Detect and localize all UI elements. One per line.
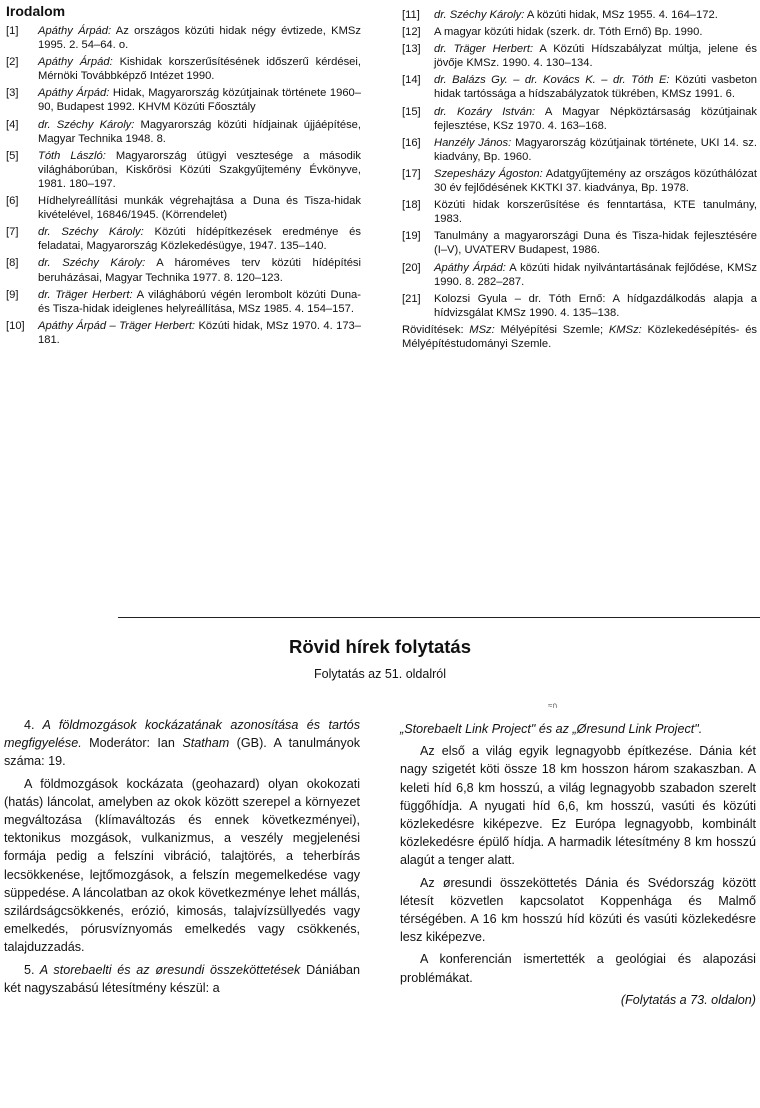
reference-author: Apáthy Árpád – Träger Herbert:	[38, 319, 196, 332]
reference-body	[38, 149, 361, 191]
reference-body	[434, 229, 757, 257]
reference-item	[402, 136, 757, 164]
reference-item	[6, 319, 361, 347]
reference-item	[402, 105, 757, 133]
reference-text: Adatgyűjtemény az országos közúthálózat 30 év fejlődésének KKTKI 37. kiadványa, Bp. 1978.	[434, 167, 757, 195]
reference-number: [2]	[6, 56, 19, 69]
reference-body	[434, 167, 757, 195]
section-divider	[118, 617, 760, 618]
news-left-column	[4, 716, 360, 1001]
reference-author: dr. Széchy Károly:	[38, 118, 135, 131]
news-paragraph-4	[4, 716, 360, 771]
reference-author: dr. Széchy Károly:	[38, 226, 144, 239]
continued-note: (Folytatás a 73. oldalon)	[620, 992, 756, 1007]
reference-number: [14]	[402, 74, 421, 87]
reference-text: A Magyar Népköztársaság közútjainak fejlesztése, KSz 1970. 4. 163–168.	[434, 105, 757, 132]
reference-item	[402, 167, 757, 195]
reference-text: Tanulmány a magyarországi Duna és Tisza-hidak fejlesztésére (I–V), UVATERV Budapest, 1986.	[434, 230, 757, 257]
reference-item	[6, 118, 361, 146]
item-title: A storebaelti és az øresundi összeköttetések	[34, 962, 301, 977]
reference-author: Apáthy Árpád:	[38, 87, 110, 100]
reference-body	[38, 55, 361, 83]
reference-text: A Közúti Hídszabályzat múltja, jelene és jövője KMSz. 1990. 4. 130–134.	[434, 43, 757, 70]
news-right-column	[400, 720, 756, 1009]
reference-body	[434, 292, 757, 320]
reference-item	[6, 288, 361, 316]
reference-author: dr. Kozáry István:	[434, 105, 536, 118]
reference-item	[6, 149, 361, 191]
reference-body	[434, 261, 757, 289]
reference-text: Kolozsi Gyula – dr. Tóth Ernő: A hídgazdálkodás alapja a hídvizsgálat KMSz 1990. 4. 135–138.	[434, 292, 757, 319]
references-right-column	[402, 8, 757, 351]
reference-item	[402, 198, 757, 226]
reference-text: A világháború végén lerombolt közúti Duna- és Tisza-hidak ideiglenes helyreállítása, MSz 1985. 4. 154–157.	[38, 288, 361, 315]
reference-author: Apáthy Árpád:	[434, 261, 506, 274]
reference-number: [5]	[6, 149, 19, 162]
reference-number: [13]	[402, 43, 421, 56]
reference-text: A magyar közúti hidak (szerk. dr. Tóth Ernő) Bp. 1990.	[434, 26, 703, 39]
item-title: A földmozgások kockázatának azonosítása és tartós megfigyelése.	[4, 718, 360, 751]
reference-body	[38, 118, 361, 146]
reference-number: [8]	[6, 257, 19, 270]
reference-text: Hidak, Magyarország közútjainak története 1960–90, Budapest 1992. KHVM Közúti Főosztály	[38, 87, 361, 114]
reference-body	[38, 24, 361, 52]
reference-item	[6, 55, 361, 83]
reference-body	[434, 8, 757, 22]
reference-author: Tóth László:	[38, 149, 106, 162]
project-names: „Storebaelt Link Project" és az „Øresund Link Project".	[400, 722, 703, 736]
reference-text: A közúti hidak, MSz 1955. 4. 164–172.	[524, 9, 718, 21]
reference-body	[38, 256, 361, 284]
reference-text: A közúti hidak nyilvántartásának fejlődése, KMSz 1990. 8. 282–287.	[434, 261, 757, 288]
reference-number: [10]	[6, 319, 25, 332]
abbreviation-kmsz-text: Közlekedésépítés- és Mélyépítéstudományi Szemle.	[402, 323, 758, 350]
news-paragraph-conference: A konferencián ismertették a geológiai és alapozási problémákat.	[400, 952, 756, 985]
news-paragraph-storebaelt: Az első a világ egyik legnagyobb építkezése. Dánia két nagy szigetét köti össze 18 km hosszon három szakaszban. A keleti híd 6,8 km hosszú, a világ legnagyobb szabadon szerelt függőhídja. A nyugati híd 6,6, km hosszú, vasúti és közúti közlekedésre kiképezve. Ez Európa legnagyobb, kombinált közlekedésre épülő hídja. A harmadik létesítmény 8 km hosszú alagút a tenger alatt.	[400, 744, 756, 868]
abbreviation-msz: MSz:	[469, 323, 495, 336]
reference-number: [4]	[6, 118, 19, 131]
reference-body	[434, 198, 757, 226]
abbreviation-msz-text: Mélyépítési Szemle;	[494, 323, 604, 336]
reference-author: Apáthy Árpád:	[38, 56, 113, 69]
references-heading: Irodalom	[6, 3, 66, 19]
reference-item	[6, 225, 361, 253]
reference-number: [15]	[402, 105, 421, 118]
reference-author: Hanzély János:	[434, 136, 512, 149]
reference-body	[38, 86, 361, 114]
reference-number: [9]	[6, 288, 19, 301]
reference-number: [7]	[6, 226, 19, 239]
reference-body	[434, 42, 757, 70]
abbreviations-label: Rövidítések:	[402, 323, 464, 336]
reference-body	[434, 105, 757, 133]
reference-text: Az országos közúti hidak négy évtizede, KMSz 1995. 2. 54–64. o.	[38, 25, 361, 52]
reference-item	[402, 229, 757, 257]
news-paragraph-5	[4, 961, 360, 997]
reference-body	[434, 73, 757, 101]
news-paragraph-projects	[400, 720, 756, 738]
reference-text: Közúti hidak, MSz 1970. 4. 173–181.	[38, 319, 361, 346]
reference-text: Közúti vasbeton hidak tartóssága a hídszabályzatok tükrében, KMSz 1991. 6.	[434, 74, 758, 101]
reference-item	[6, 256, 361, 284]
reference-text: Közúti hidak korszerűsítése és fenntartása, KTE tanulmány, 1983.	[434, 199, 757, 226]
reference-item	[6, 194, 361, 222]
reference-text: Közúti hídépítkezések eredménye és feladatai, Magyarország Közlekedésügye, 1947. 135–140.	[38, 226, 361, 253]
item-text: (GB). A tanulmányok száma: 19.	[4, 736, 361, 769]
reference-number: [12]	[402, 26, 421, 39]
reference-item	[402, 42, 757, 70]
reference-author: Apáthy Árpád:	[38, 25, 112, 37]
news-subtitle: Folytatás az 51. oldalról	[313, 667, 446, 681]
scan-mark: ≈ก	[548, 701, 558, 710]
reference-number: [19]	[402, 230, 421, 243]
reference-number: [11]	[402, 9, 420, 21]
abbreviation-kmsz: KMSz:	[608, 323, 642, 336]
reference-number: [6]	[6, 195, 19, 208]
reference-number: [20]	[402, 261, 421, 274]
reference-text: Magyarország közútjainak története, UKI 14. sz. kiadvány, Bp. 1960.	[434, 136, 757, 163]
reference-number: [3]	[6, 87, 19, 100]
reference-author: dr. Széchy Károly:	[38, 257, 146, 270]
reference-body	[434, 25, 757, 39]
reference-author: dr. Balázs Gy. – dr. Kovács K. – dr. Tóth E:	[434, 74, 670, 87]
abbreviations	[402, 323, 757, 351]
reference-number: [16]	[402, 136, 421, 149]
reference-body	[434, 136, 757, 164]
reference-text: Magyarország közúti hídjainak újjáépítése, Magyar Technika 1948. 8.	[38, 118, 361, 145]
reference-number: [17]	[402, 167, 421, 180]
news-title: Rövid hírek folytatás	[289, 636, 471, 657]
reference-item	[402, 73, 757, 101]
references-left-column	[6, 24, 361, 350]
reference-text: Kishidak korszerűsítésének időszerű kérdései, Mérnöki Továbbképző Intézet 1990.	[38, 56, 361, 83]
reference-author: dr. Träger Herbert:	[38, 288, 133, 301]
reference-number: [21]	[402, 292, 421, 305]
item-text: Moderátor: Ian	[81, 736, 183, 751]
reference-item	[402, 292, 757, 320]
news-paragraph-oresund: Az øresundi összeköttetés Dánia és Svédország között létesít közvetlen kapcsolatot Koppenhága és Malmő térségében. A 16 km hosszú híd közúti és vasúti közlekedésre lesz kiképezve.	[400, 875, 756, 945]
reference-item	[402, 261, 757, 289]
reference-text: A hároméves terv közúti hídépítési beruházásai, Magyar Technika 1977. 8. 120–123.	[38, 257, 361, 284]
reference-body	[38, 194, 361, 222]
reference-body	[38, 288, 361, 316]
reference-item	[6, 86, 361, 114]
reference-body	[38, 319, 361, 347]
reference-text: Hídhelyreállítási munkák végrehajtása a Duna és Tisza-hidak kivételével, 16846/1945. (Körrendelet)	[38, 195, 361, 222]
reference-number: [18]	[402, 199, 421, 212]
item-text: Dániában két nagyszabású létesítmény készül: a	[4, 962, 361, 995]
reference-item	[402, 25, 757, 39]
news-paragraph-geohazard: A földmozgások kockázata (geohazard) olyan okokozati (hatás) láncolat, amelyben az okok között szerepel a környezet megváltozása (klímaváltozás és ennek következményei), tektonikus mozgások, vulkanizmus, a veszély megjelenési formája pedig a felszíni vibráció, talajtörés, a teherbírás lecsökkenése, lejtőmozgások, a felszín megemelkedése vagy süppedése. A láncolatban az okok következménye lehet mállás, szilárdságcsökkenés, erózió, kimosás, talajvízsüllyedés vagy emelkedés, pórusvíznyomás emelkedés vagy csökkenés, talajduzzadás.	[4, 776, 360, 955]
item-number: 4.	[24, 718, 35, 732]
item-number: 5.	[24, 962, 35, 977]
moderator-name: Statham	[182, 736, 230, 751]
reference-author: dr. Träger Herbert:	[434, 43, 534, 56]
reference-number: [1]	[6, 25, 19, 37]
reference-author: Szepesházy Ágoston:	[434, 167, 543, 180]
reference-body	[38, 225, 361, 253]
reference-item	[6, 24, 361, 52]
reference-author: dr. Széchy Károly:	[434, 9, 525, 21]
reference-text: Magyarország útügyi vesztesége a második világháborúban, Kiskőrösi Közúti Szakgyűjtemény Évkönyve, 1981. 180–197.	[38, 149, 361, 190]
reference-item	[402, 8, 757, 22]
